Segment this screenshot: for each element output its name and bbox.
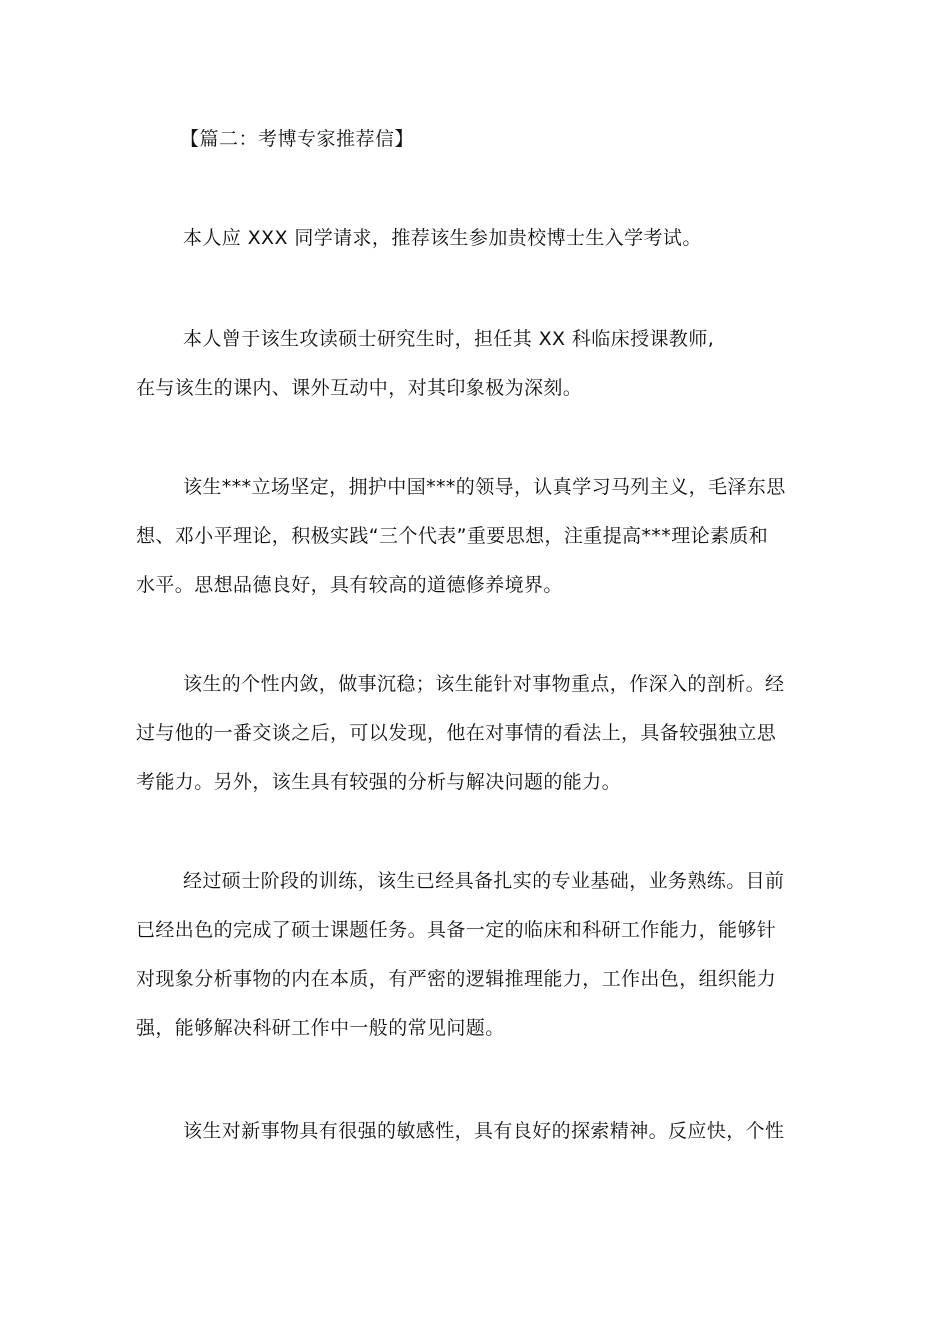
- paragraph-line: 本人曾于该生攻读硕士研究生时，担任其 XX 科临床授课教师,: [183, 328, 715, 350]
- paragraph-line: 想、邓小平理论，积极实践“三个代表”重要思想，注重提高***理论素质和: [136, 525, 769, 547]
- paragraph-line: 考能力。另外，该生具有较强的分析与解决问题的能力。: [136, 771, 622, 793]
- paragraph-line: 强，能够解决科研工作中一般的常见问题。: [136, 1017, 505, 1039]
- paragraph-line: 过与他的一番交谈之后，可以发现，他在对事情的看法上，具备较强独立思: [136, 722, 777, 744]
- paragraph-political-character: [136, 463, 816, 610]
- paragraph-personality: [136, 660, 816, 807]
- paragraph-line: 对现象分析事物的内在本质，有严密的逻辑推理能力，工作出色，组织能力: [136, 968, 777, 990]
- paragraph-line: 该生***立场坚定，拥护中国***的领导，认真学习马列主义，毛泽东思: [183, 476, 786, 498]
- paragraph-relationship: [136, 315, 816, 413]
- paragraph-request: [136, 214, 816, 263]
- document-title: 【篇二：考博专家推荐信】: [180, 128, 415, 150]
- paragraph-professional-ability: [136, 857, 816, 1053]
- paragraph-line: 经过硕士阶段的训练，该生已经具备扎实的专业基础，业务熟练。目前: [183, 870, 785, 892]
- paragraph-exploration: [136, 1107, 816, 1156]
- paragraph-line: 在与该生的课内、课外互动中，对其印象极为深刻。: [136, 377, 583, 399]
- paragraph-line: 该生对新事物具有很强的敏感性，具有良好的探索精神。反应快，个性: [183, 1120, 785, 1142]
- paragraph-line: 水平。思想品德良好，具有较高的道德修养境界。: [136, 574, 563, 596]
- paragraph-line: 该生的个性内敛，做事沉稳；该生能针对事物重点，作深入的剖析。经: [183, 673, 785, 695]
- paragraph-line: 本人应 XXX 同学请求，推荐该生参加贵校博士生入学考试。: [183, 227, 702, 249]
- paragraph-line: 已经出色的完成了硕士课题任务。具备一定的临床和科研工作能力，能够针: [136, 919, 777, 941]
